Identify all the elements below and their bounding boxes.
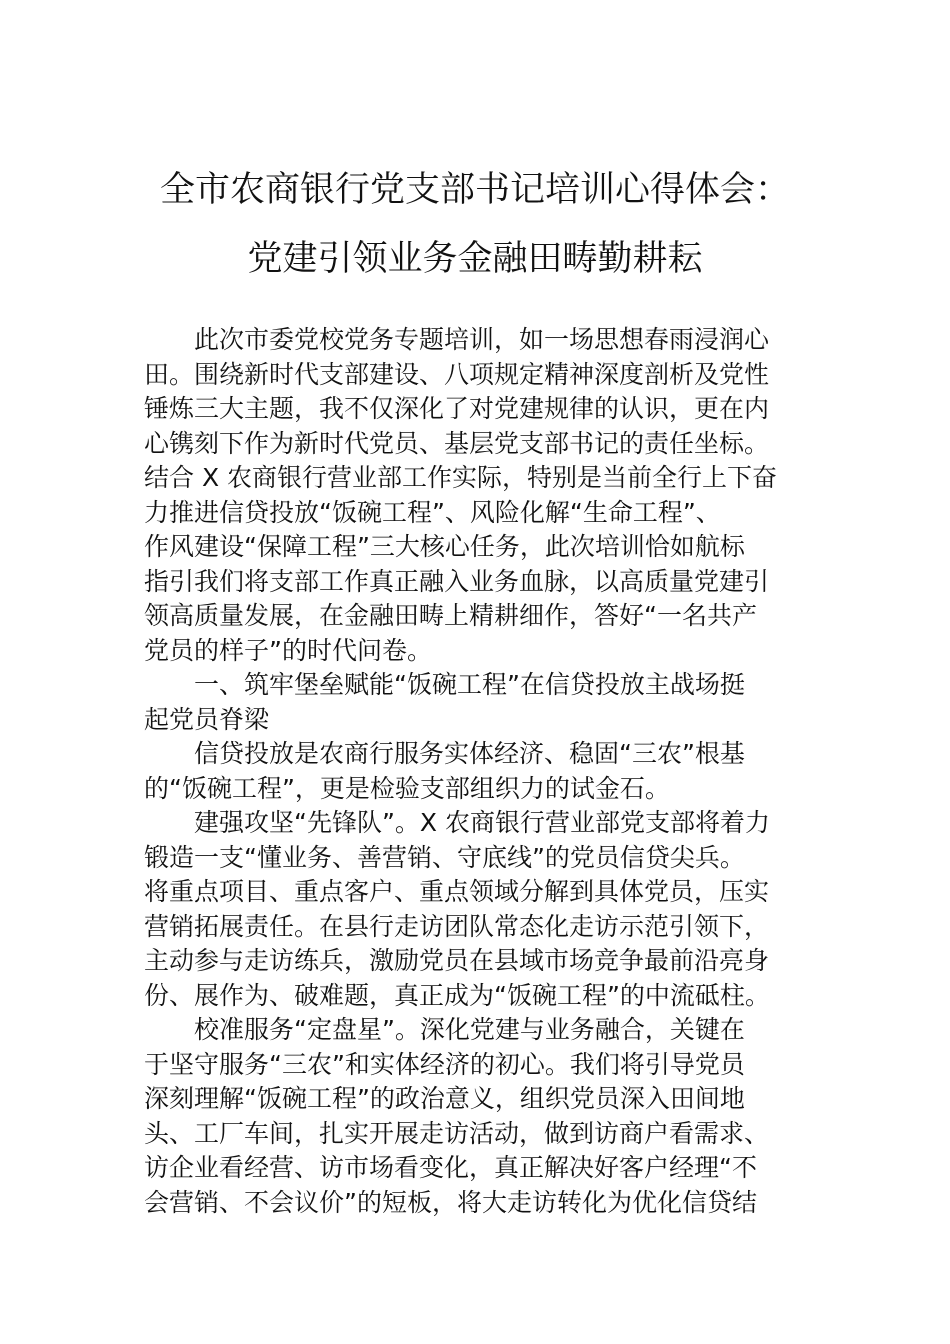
paragraph-line: 田。围绕新时代支部建设、八项规定精神深度剖析及党性	[144, 359, 770, 389]
paragraph-line: 指引我们将支部工作真正融入业务血脉，以高质量党建引	[144, 566, 770, 596]
paragraph-line: 建强攻坚“先锋队”。X 农商银行营业部党支部将着力	[194, 808, 770, 837]
paragraph-line: 的“饭碗工程”，更是检验支部组织力的试金石。	[144, 773, 670, 803]
paragraph-line: 领高质量发展，在金融田畴上精耕细作，答好“一名共产	[144, 601, 757, 630]
paragraph-line: 访企业看经营、访市场看变化，真正解决好客户经理“不	[144, 1153, 757, 1182]
paragraph-line: 心镌刻下作为新时代党员、基层党支部书记的责任坐标。	[144, 428, 770, 458]
paragraph-line: 力推进信贷投放“饭碗工程”、风险化解“生命工程”、	[144, 497, 721, 527]
paragraph-line: 将重点项目、重点客户、重点领域分解到具体党员，压实	[144, 877, 770, 906]
document-title-line-1: 全市农商银行党支部书记培训心得体会：	[159, 170, 790, 210]
paragraph-line: 份、展作为、破难题，真正成为“饭碗工程”的中流砥柱。	[144, 980, 770, 1010]
paragraph-line: 锻造一支“懂业务、善营销、守底线”的党员信贷尖兵。	[144, 842, 745, 872]
document-title-line-2: 党建引领业务金融田畴勤耕耘	[247, 239, 703, 279]
document-body	[144, 323, 806, 1220]
paragraph-line: 营销拓展责任。在县行走访团队常态化走访示范引领下，	[144, 911, 770, 941]
paragraph-line: 锤炼三大主题，我不仅深化了对党建规律的认识，更在内	[144, 394, 770, 423]
paragraph-line: 会营销、不会议价”的短板，将大走访转化为优化信贷结	[144, 1187, 757, 1217]
paragraph-line: 党员的样子”的时代问卷。	[144, 635, 432, 665]
paragraph-line: 作风建设“保障工程”三大核心任务，此次培训恰如航标	[144, 532, 745, 561]
paragraph-line: 此次市委党校党务专题培训，如一场思想春雨浸润心	[194, 325, 770, 354]
paragraph-line: 主动参与走访练兵，激励党员在县域市场竞争最前沿亮身	[144, 946, 770, 975]
paragraph-line: 信贷投放是农商行服务实体经济、稳固“三农”根基	[194, 739, 745, 768]
paragraph-line: 头、工厂车间，扎实开展走访活动，做到访商户看需求、	[144, 1118, 770, 1148]
paragraph-line: 深刻理解“饭碗工程”的政治意义，组织党员深入田间地	[144, 1084, 745, 1113]
section-heading-line: 一、筑牢堡垒赋能“饭碗工程”在信贷投放主战场挺	[194, 670, 745, 699]
paragraph-line: 校准服务“定盘星”。深化党建与业务融合，关键在	[194, 1015, 745, 1044]
paragraph-line: 于坚守服务“三农”和实体经济的初心。我们将引导党员	[144, 1049, 745, 1079]
paragraph-line: 结合 X 农商银行营业部工作实际，特别是当前全行上下奋	[144, 463, 778, 492]
section-heading-line: 起党员脊梁	[144, 704, 270, 734]
